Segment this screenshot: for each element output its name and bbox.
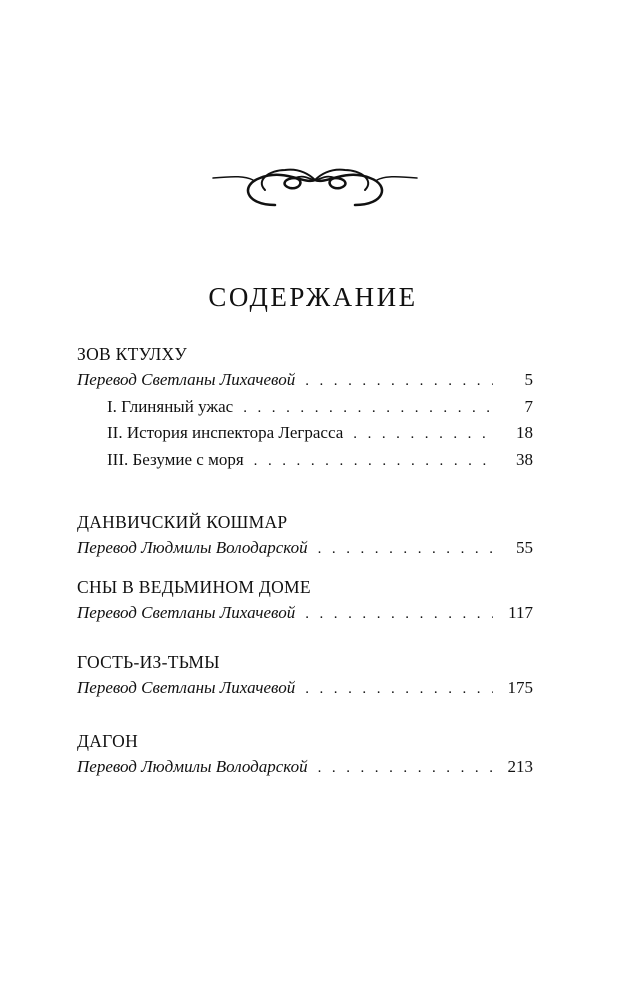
page-number: 175: [507, 678, 533, 697]
page-number: 18: [516, 423, 533, 442]
page-number: 55: [516, 538, 533, 557]
entry-label: Перевод Светланы Лихачевой: [77, 678, 296, 697]
toc-section: [77, 728, 533, 781]
entry-label: III. Безумие с моря: [107, 449, 244, 469]
toc-entry[interactable]: [77, 675, 533, 702]
toc-section: [77, 574, 533, 627]
page-number: 213: [507, 757, 533, 776]
entry-label: II. История инспектора Леграсса: [107, 423, 344, 442]
page-number: 38: [516, 449, 533, 469]
toc-entry[interactable]: [77, 447, 533, 474]
toc-entry[interactable]: [77, 535, 533, 562]
page-number: 7: [524, 396, 533, 416]
dot-leader: [318, 536, 493, 563]
entry-label: Перевод Светланы Лихачевой: [77, 370, 296, 389]
toc-section: [77, 509, 533, 562]
entry-label: Перевод Светланы Лихачевой: [77, 603, 296, 622]
dot-leader: [254, 448, 493, 475]
section-heading: ДАГОН: [77, 731, 139, 751]
dot-leader: [353, 421, 493, 448]
section-heading: ЗОВ КТУЛХУ: [77, 344, 188, 364]
dot-leader: [305, 676, 493, 703]
section-heading: ДАНВИЧСКИЙ КОШМАР: [77, 512, 288, 532]
toc-entry[interactable]: [77, 420, 533, 447]
toc-entry[interactable]: [77, 754, 533, 781]
toc-entry[interactable]: [77, 394, 533, 421]
page-title: СОДЕРЖАНИЕ: [208, 282, 418, 312]
dot-leader: [305, 601, 493, 628]
toc-entry[interactable]: [77, 367, 533, 394]
entry-label: Перевод Людмилы Володарской: [77, 538, 308, 557]
entry-label: I. Глиняный ужас: [107, 396, 234, 416]
entry-label: Перевод Людмилы Володарской: [77, 757, 308, 776]
toc-entry[interactable]: [77, 600, 533, 627]
toc-section: [77, 649, 533, 702]
flourish-ornament-icon: [205, 150, 425, 210]
page-number: 117: [508, 603, 533, 622]
toc-section: [77, 341, 533, 473]
section-heading: ГОСТЬ-ИЗ-ТЬМЫ: [77, 652, 220, 672]
section-heading: СНЫ В ВЕДЬМИНОМ ДОМЕ: [77, 577, 311, 597]
dot-leader: [318, 755, 493, 782]
dot-leader: [305, 368, 493, 395]
dot-leader: [243, 395, 493, 422]
page-number: 5: [524, 370, 533, 389]
